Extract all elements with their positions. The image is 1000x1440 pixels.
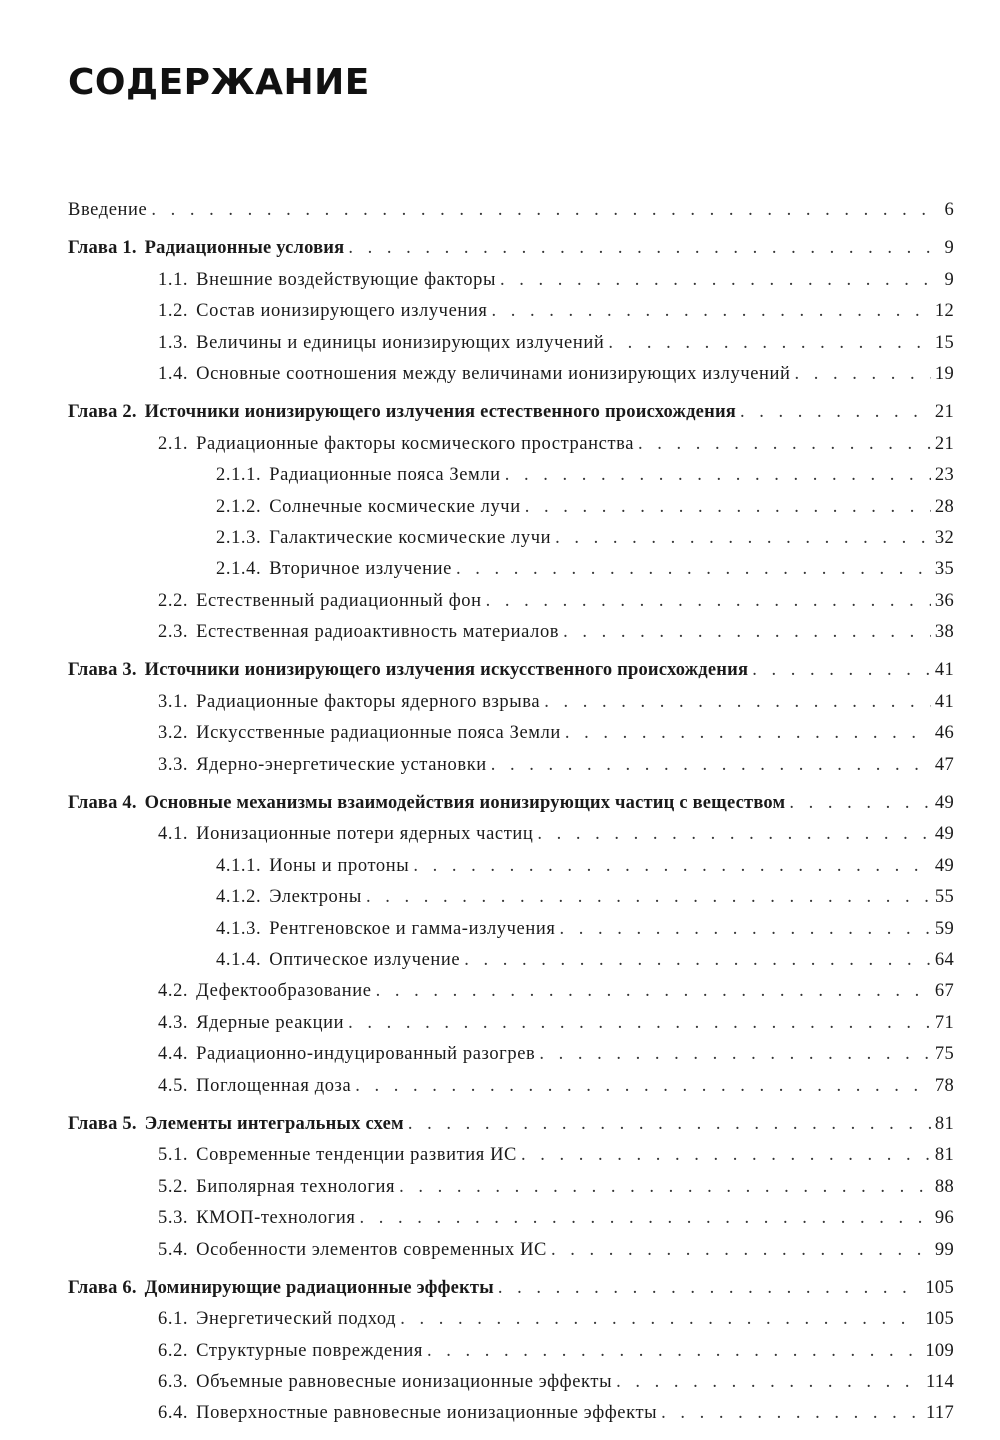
toc-entry-title <box>158 1039 535 1070</box>
toc-entry <box>68 429 954 460</box>
toc-entry-label: Естественный радиационный фон <box>196 590 482 611</box>
toc-entry <box>68 492 954 523</box>
toc-page-number: 49 <box>934 855 954 876</box>
dot-leader <box>505 460 931 491</box>
table-of-contents <box>68 195 954 1430</box>
toc-entry-title <box>68 233 344 264</box>
toc-entry-label: Внешние воздействующие факторы <box>196 269 497 290</box>
toc-page-number: 36 <box>934 590 954 611</box>
toc-entry <box>68 882 954 913</box>
toc-entry-title <box>68 655 748 686</box>
toc-page-number: 41 <box>934 660 954 681</box>
dot-leader <box>563 617 931 648</box>
toc-page-number: 96 <box>934 1208 954 1229</box>
toc-entry-number: 4.4. <box>158 1044 189 1065</box>
toc-entry-label: Источники ионизирующего излучения искусственного происхождения <box>144 660 749 681</box>
toc-entry-title <box>68 397 736 428</box>
toc-entry-label: Ядерные реакции <box>196 1012 345 1033</box>
toc-page-number: 67 <box>934 981 954 1002</box>
toc-page-number: 109 <box>925 1340 954 1361</box>
toc-page-number: 23 <box>934 465 954 486</box>
toc-entry-label: Радиационные факторы ядерного взрыва <box>196 691 541 712</box>
toc-entry-label: Искусственные радиационные пояса Земли <box>196 723 561 744</box>
toc-page-number: 81 <box>934 1113 954 1134</box>
dot-leader <box>544 687 931 718</box>
toc-entry-title <box>216 851 409 882</box>
toc-entry <box>68 523 954 554</box>
toc-page-number: 117 <box>926 1403 954 1424</box>
toc-page-number: 105 <box>925 1309 954 1330</box>
toc-entry-number: 3.2. <box>158 723 189 744</box>
toc-entry-label: Энергетический подход <box>196 1309 397 1330</box>
toc-chapter-entry <box>68 397 954 428</box>
toc-entry-label: КМОП-технология <box>196 1208 356 1229</box>
toc-chapter-entry <box>68 1273 954 1304</box>
toc-entry <box>68 586 954 617</box>
dot-leader <box>752 655 931 686</box>
toc-entry-number: Глава 3. <box>68 660 137 681</box>
dot-leader <box>456 554 931 585</box>
toc-entry-number: 6.3. <box>158 1372 189 1393</box>
toc-page-number: 6 <box>944 200 954 220</box>
dot-leader <box>539 1039 931 1070</box>
toc-entry-label: Структурные повреждения <box>196 1340 423 1361</box>
toc-entry-label: Биполярная технология <box>196 1176 396 1197</box>
toc-entry-title <box>216 492 521 523</box>
dot-leader <box>789 788 931 819</box>
toc-entry-number: 3.1. <box>158 691 189 712</box>
toc-page-number: 49 <box>934 824 954 845</box>
toc-entry-number: 4.1.3. <box>216 918 262 939</box>
toc-page-number: 35 <box>934 559 954 580</box>
toc-entry <box>68 1140 954 1171</box>
toc-entry <box>68 617 954 648</box>
toc-entry-number: 2.1.3. <box>216 527 262 548</box>
toc-entry-title <box>158 1008 344 1039</box>
dot-leader <box>151 195 940 226</box>
toc-entry-label: Радиационные факторы космического пространства <box>196 433 635 454</box>
toc-entry-number: 1.2. <box>158 301 189 322</box>
toc-entry-label: Ионизационные потери ядерных частиц <box>196 824 534 845</box>
toc-entry-number: 2.1.4. <box>216 559 262 580</box>
toc-entry-title <box>158 617 559 648</box>
toc-page-number: 88 <box>934 1176 954 1197</box>
toc-entry-title <box>158 1235 547 1266</box>
toc-page-number: 55 <box>934 887 954 908</box>
toc-entry-title <box>216 882 362 913</box>
toc-entry-label: Источники ионизирующего излучения естественного происхождения <box>144 402 737 423</box>
toc-entry-label: Солнечные космические лучи <box>269 496 521 517</box>
toc-entry-number: 1.3. <box>158 332 189 353</box>
dot-leader <box>498 1273 921 1304</box>
toc-entry-label: Введение <box>68 200 148 220</box>
toc-entry-title <box>158 1140 517 1171</box>
toc-entry-title <box>158 359 791 390</box>
toc-entry-number: Глава 4. <box>68 793 137 814</box>
toc-entry <box>68 851 954 882</box>
toc-entry-title <box>158 429 634 460</box>
dot-leader <box>348 1008 931 1039</box>
toc-entry <box>68 914 954 945</box>
toc-entry-label: Элементы интегральных схем <box>144 1113 404 1134</box>
dot-leader <box>521 1140 931 1171</box>
toc-entry-title <box>68 195 147 226</box>
dot-leader <box>555 523 931 554</box>
toc-entry-number: 2.1.2. <box>216 496 262 517</box>
toc-entry-number: 6.1. <box>158 1309 189 1330</box>
toc-entry <box>68 945 954 976</box>
toc-entry-title <box>68 1109 404 1140</box>
toc-entry-label: Рентгеновское и гамма-излучения <box>269 918 556 939</box>
dot-leader <box>408 1109 931 1140</box>
toc-entry-label: Основные соотношения между величинами ионизирующих излучений <box>196 363 791 384</box>
toc-entry-label: Состав ионизирующего излучения <box>196 301 488 322</box>
toc-chapter-entry <box>68 655 954 686</box>
toc-entry-number: 4.2. <box>158 981 189 1002</box>
toc-entry <box>68 1304 954 1335</box>
toc-entry-title <box>158 1172 395 1203</box>
dot-leader <box>348 233 940 264</box>
toc-entry-label: Оптическое излучение <box>269 949 461 970</box>
dot-leader <box>638 429 931 460</box>
toc-entry-number: Глава 6. <box>68 1277 137 1298</box>
toc-entry <box>68 1008 954 1039</box>
toc-entry-title <box>216 460 501 491</box>
toc-entry <box>68 1071 954 1102</box>
toc-entry-title <box>158 586 482 617</box>
dot-leader <box>491 750 931 781</box>
toc-entry <box>68 1367 954 1398</box>
toc-entry-number: 4.3. <box>158 1012 189 1033</box>
toc-entry-number: 5.4. <box>158 1239 189 1260</box>
toc-entry-number: Глава 1. <box>68 238 137 259</box>
dot-leader <box>366 882 931 913</box>
toc-page-number: 105 <box>925 1277 954 1298</box>
toc-entry-title <box>158 976 372 1007</box>
toc-entry-number: 4.1.1. <box>216 855 262 876</box>
toc-entry-label: Поглощенная доза <box>196 1075 352 1096</box>
toc-entry-title <box>216 523 551 554</box>
toc-entry-number: 4.1.2. <box>216 887 262 908</box>
toc-entry <box>68 460 954 491</box>
dot-leader <box>559 914 930 945</box>
toc-page-number: 47 <box>934 754 954 775</box>
toc-entry-number: 5.2. <box>158 1176 189 1197</box>
dot-leader <box>616 1367 922 1398</box>
toc-entry-label: Объемные равновесные ионизационные эффекты <box>196 1372 613 1393</box>
dot-leader <box>360 1203 931 1234</box>
toc-entry-title <box>158 1304 396 1335</box>
toc-entry-title <box>158 687 540 718</box>
toc-page-number: 46 <box>934 723 954 744</box>
toc-entry-title <box>158 819 533 850</box>
toc-entry <box>68 296 954 327</box>
toc-page-number: 78 <box>934 1075 954 1096</box>
dot-leader <box>525 492 931 523</box>
dot-leader <box>486 586 931 617</box>
toc-entry <box>68 1039 954 1070</box>
toc-entry <box>68 359 954 390</box>
toc-entry-number: 2.2. <box>158 590 189 611</box>
toc-page-number: 15 <box>934 332 954 353</box>
dot-leader <box>537 819 931 850</box>
toc-page-number: 28 <box>934 496 954 517</box>
toc-entry-label: Дефектообразование <box>196 981 372 1002</box>
toc-entry-number: 4.1. <box>158 824 189 845</box>
toc-entry-title <box>158 1367 612 1398</box>
dot-leader <box>464 945 931 976</box>
toc-entry-label: Современные тенденции развития ИС <box>196 1145 517 1166</box>
dot-leader <box>376 976 931 1007</box>
toc-entry-label: Радиационные условия <box>144 238 345 259</box>
toc-entry-label: Ионы и протоны <box>269 855 410 876</box>
toc-entry-title <box>158 718 561 749</box>
toc-entry <box>68 718 954 749</box>
toc-entry <box>68 1336 954 1367</box>
toc-page-number: 21 <box>934 433 954 454</box>
toc-entry-title <box>216 914 555 945</box>
toc-page-number: 81 <box>934 1145 954 1166</box>
dot-leader <box>400 1304 921 1335</box>
toc-entry-title <box>68 1273 494 1304</box>
toc-entry-title <box>158 750 487 781</box>
toc-page-number: 99 <box>934 1239 954 1260</box>
toc-entry-label: Основные механизмы взаимодействия ионизирующих частиц с веществом <box>144 793 786 814</box>
toc-page-number: 114 <box>926 1372 954 1393</box>
toc-page-number: 21 <box>934 402 954 423</box>
toc-entry-label: Вторичное излучение <box>269 559 452 580</box>
dot-leader <box>565 718 931 749</box>
toc-entry <box>68 328 954 359</box>
dot-leader <box>608 328 931 359</box>
toc-page-number: 9 <box>944 269 954 290</box>
toc-entry-number: 5.1. <box>158 1145 189 1166</box>
toc-entry <box>68 265 954 296</box>
toc-entry-number: 3.3. <box>158 754 189 775</box>
toc-entry <box>68 687 954 718</box>
toc-entry-number: 5.3. <box>158 1208 189 1229</box>
dot-leader <box>427 1336 921 1367</box>
dot-leader <box>551 1235 931 1266</box>
toc-entry-label: Величины и единицы ионизирующих излучений <box>196 332 605 353</box>
toc-entry-label: Радиационные пояса Земли <box>269 465 501 486</box>
toc-entry-title <box>158 1336 423 1367</box>
dot-leader <box>413 851 931 882</box>
toc-entry-title <box>68 788 785 819</box>
toc-entry-label: Электроны <box>269 887 362 908</box>
toc-entry-label: Особенности элементов современных ИС <box>196 1239 547 1260</box>
toc-entry <box>68 195 954 226</box>
toc-entry <box>68 750 954 781</box>
toc-entry-title <box>158 328 604 359</box>
dot-leader <box>492 296 931 327</box>
toc-entry-label: Естественная радиоактивность материалов <box>196 622 560 643</box>
toc-entry <box>68 976 954 1007</box>
toc-entry-number: 1.4. <box>158 363 189 384</box>
toc-entry-label: Галактические космические лучи <box>269 527 552 548</box>
toc-entry <box>68 1172 954 1203</box>
toc-entry-label: Доминирующие радиационные эффекты <box>144 1277 494 1298</box>
toc-chapter-entry <box>68 1109 954 1140</box>
toc-entry <box>68 819 954 850</box>
toc-entry <box>68 1235 954 1266</box>
toc-entry-number: 2.1. <box>158 433 189 454</box>
toc-entry-label: Поверхностные равновесные ионизационные эффекты <box>196 1403 658 1424</box>
dot-leader <box>355 1071 931 1102</box>
toc-page-number: 59 <box>934 918 954 939</box>
toc-page-number: 75 <box>934 1044 954 1065</box>
toc-page-number: 64 <box>934 949 954 970</box>
toc-entry-number: Глава 5. <box>68 1113 137 1134</box>
dot-leader <box>740 397 931 428</box>
dot-leader <box>399 1172 931 1203</box>
toc-entry-title <box>216 945 460 976</box>
toc-entry-title <box>158 265 496 296</box>
toc-entry-number: 6.2. <box>158 1340 189 1361</box>
toc-entry-title <box>158 1071 351 1102</box>
toc-entry-title <box>158 296 488 327</box>
page-title: СОДЕРЖАНИЕ <box>68 62 370 103</box>
dot-leader <box>795 359 931 390</box>
toc-entry-title <box>216 554 452 585</box>
toc-entry <box>68 1398 954 1429</box>
toc-chapter-entry <box>68 233 954 264</box>
toc-page-number: 38 <box>934 622 954 643</box>
toc-entry-number: 4.1.4. <box>216 949 262 970</box>
toc-entry-number: Глава 2. <box>68 402 137 423</box>
toc-page-number: 12 <box>934 301 954 322</box>
toc-entry-number: 1.1. <box>158 269 189 290</box>
toc-entry-label: Ядерно-энергетические установки <box>196 754 487 775</box>
dot-leader <box>500 265 940 296</box>
toc-page-number: 71 <box>934 1012 954 1033</box>
toc-page-number: 49 <box>934 793 954 814</box>
toc-entry-number: 2.1.1. <box>216 465 262 486</box>
toc-entry-number: 6.4. <box>158 1403 189 1424</box>
toc-entry-title <box>158 1203 356 1234</box>
toc-page-number: 19 <box>934 363 954 384</box>
toc-entry-title <box>158 1398 657 1429</box>
toc-chapter-entry <box>68 788 954 819</box>
toc-entry-number: 2.3. <box>158 622 189 643</box>
toc-entry-number: 4.5. <box>158 1075 189 1096</box>
toc-entry-label: Радиационно-индуцированный разогрев <box>196 1044 536 1065</box>
dot-leader <box>661 1398 922 1429</box>
toc-page-number: 32 <box>934 527 954 548</box>
toc-page-number: 41 <box>934 691 954 712</box>
toc-entry <box>68 1203 954 1234</box>
toc-page-number: 9 <box>944 238 954 259</box>
toc-entry <box>68 554 954 585</box>
